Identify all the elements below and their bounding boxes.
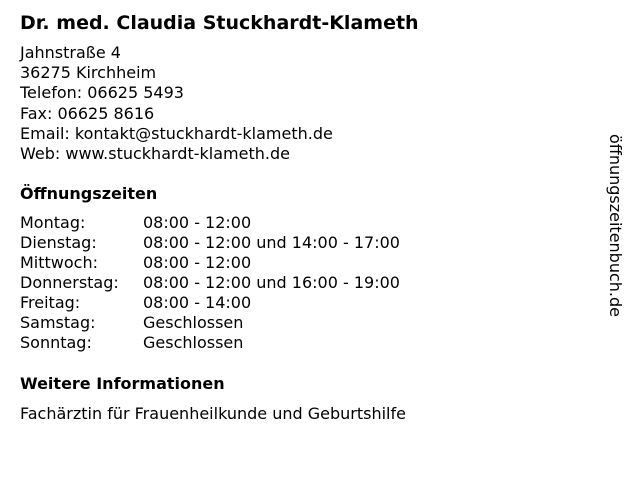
further-info-heading: Weitere Informationen — [20, 374, 225, 393]
opening-hours-heading: Öffnungszeiten — [20, 184, 158, 203]
hours-time: Geschlossen — [143, 313, 244, 332]
website-address: Web: www.stuckhardt-klameth.de — [20, 143, 290, 163]
email-address: Email: kontakt@stuckhardt-klameth.de — [20, 123, 333, 143]
hours-day: Sonntag: — [20, 333, 92, 352]
hours-time: 08:00 - 14:00 — [143, 293, 252, 312]
phone-number: Telefon: 06625 5493 — [20, 83, 184, 103]
contact-block — [20, 43, 333, 164]
hours-day: Samstag: — [20, 313, 96, 332]
hours-day: Donnerstag: — [20, 273, 119, 292]
hours-time: 08:00 - 12:00 — [143, 253, 252, 272]
further-info-text: Fachärztin für Frauenheilkunde und Geburtshilfe — [20, 404, 406, 423]
page-title: Dr. med. Claudia Stuckhardt-Klameth — [20, 12, 419, 34]
hours-day: Freitag: — [20, 293, 81, 312]
hours-day: Montag: — [20, 213, 86, 232]
hours-time: 08:00 - 12:00 — [143, 213, 252, 232]
fax-number: Fax: 06625 8616 — [20, 103, 155, 123]
hours-time: 08:00 - 12:00 und 14:00 - 17:00 — [143, 233, 400, 252]
address-city: 36275 Kirchheim — [20, 63, 157, 83]
hours-day: Mittwoch: — [20, 253, 98, 272]
side-brand-watermark: öffnungszeitenbuch.de — [606, 134, 625, 317]
address-street: Jahnstraße 4 — [20, 43, 121, 62]
hours-time: 08:00 - 12:00 und 16:00 - 19:00 — [143, 273, 400, 292]
hours-time: Geschlossen — [143, 333, 244, 352]
hours-day: Dienstag: — [20, 233, 97, 252]
